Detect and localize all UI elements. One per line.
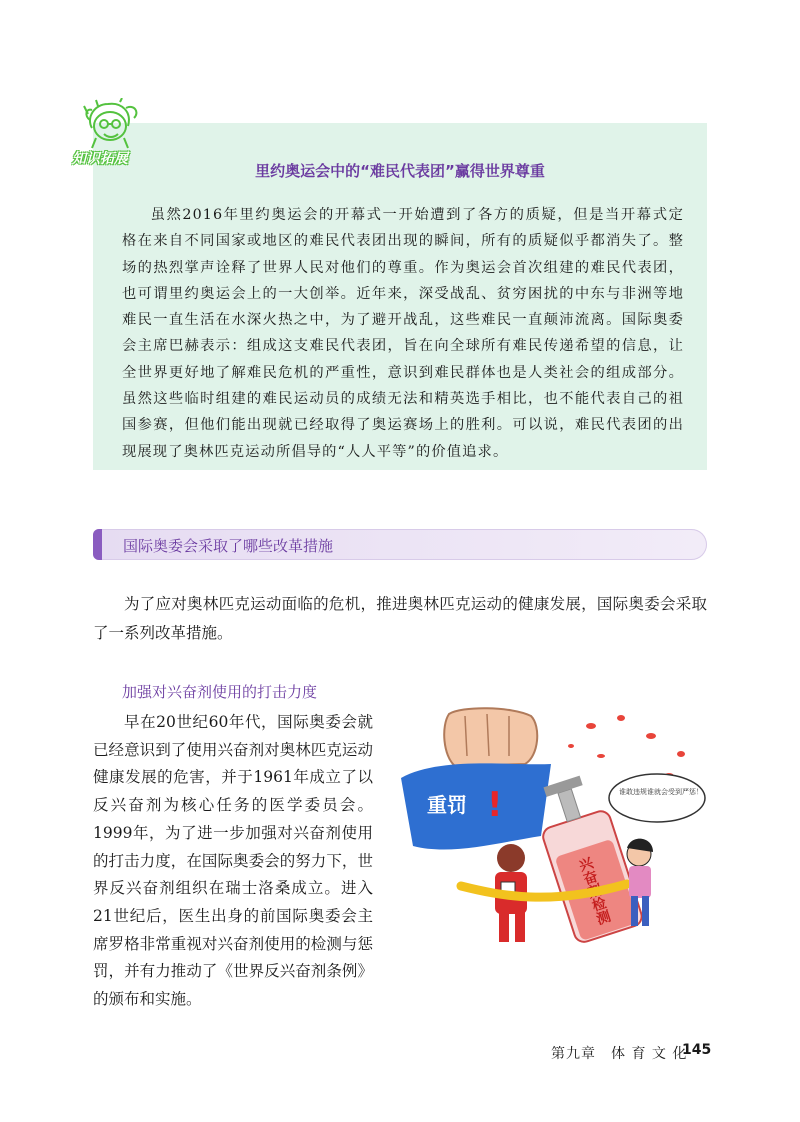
syringe-label: 兴奋剂检测 [575, 855, 613, 927]
banner-accent-bar [93, 529, 102, 560]
speech-bubble [609, 774, 705, 822]
anti-doping-illustration [391, 706, 707, 948]
speech-text: 谁敢违规谁就会受到严惩！ [619, 788, 703, 796]
subheading: 加强对兴奋剂使用的打击力度 [122, 683, 318, 701]
knowledge-box-body: 虽然2016年里约奥运会的开幕式一开始遭到了各方的质疑，但是当开幕式定格在来自不同国家或地区的难民代表团出现的瞬间，所有的质疑似乎都消失了。整场的热烈掌声诠释了世界人民对他们的尊重。作为奥运会首次组建的难民代表团，也可谓里约奥运会上的一大创举。近年来，深受战乱、贫穷困扰的中东与非洲等地难民一直生活在水深火热之中，为了避开战乱，这些难民一直颠沛流离。国际奥委会主席巴赫表示：组成这支难民代表团，旨在向全球所有难民传递希望的信息，让全世界更好地了解难民危机的严重性，意识到难民群体也是人类社会的组成部分。虽然这些临时组建的难民运动员的成绩无法和精英选手相比，也不能代表自己的祖国参赛，但他们能出现就已经取得了奥运赛场上的胜利。可以说，难民代表团的出现展现了奥林匹克运动所倡导的“人人平等”的价值追求。 [122, 207, 684, 460]
fist-icon [444, 708, 537, 766]
reader-icon [82, 98, 144, 150]
section-intro: 为了应对奥林匹克运动面临的危机，推进奥林匹克运动的健康发展，国际奥委会采取了一系列改革措施。 [93, 595, 707, 642]
flag-text: 重罚 [427, 793, 467, 817]
knowledge-box-title: 里约奥运会中的“难民代表团”赢得世界尊重 [255, 162, 545, 180]
penalty-flag [401, 763, 551, 849]
doping-paragraph: 早在20世纪60年代，国际奥委会就已经意识到了使用兴奋剂对奥林匹克运动健康发展的危害，并于1961年成立了以反兴奋剂为核心任务的医学委员会。1999年，为了进一步加强对兴奋剂使用的打击力度，在国际奥委会的努力下，世界反兴奋剂组织在瑞士洛桑成立。进入21世纪后，医生出身的前国际奥委会主席罗格非常重视对兴奋剂使用的检测与惩罚，并有力推动了《世界反兴奋剂条例》的颁布和实施。 [93, 713, 373, 1009]
page-number: 145 [682, 1042, 712, 1058]
footer-chapter: 第九章 体 育 文 化 [551, 1046, 688, 1062]
exclamation-icon: ! [487, 785, 503, 825]
section-banner [93, 529, 707, 560]
knowledge-logo [70, 98, 162, 168]
section-title: 国际奥委会采取了哪些改革措施 [123, 537, 334, 555]
knowledge-logo-label: 知识拓展 [72, 151, 128, 167]
